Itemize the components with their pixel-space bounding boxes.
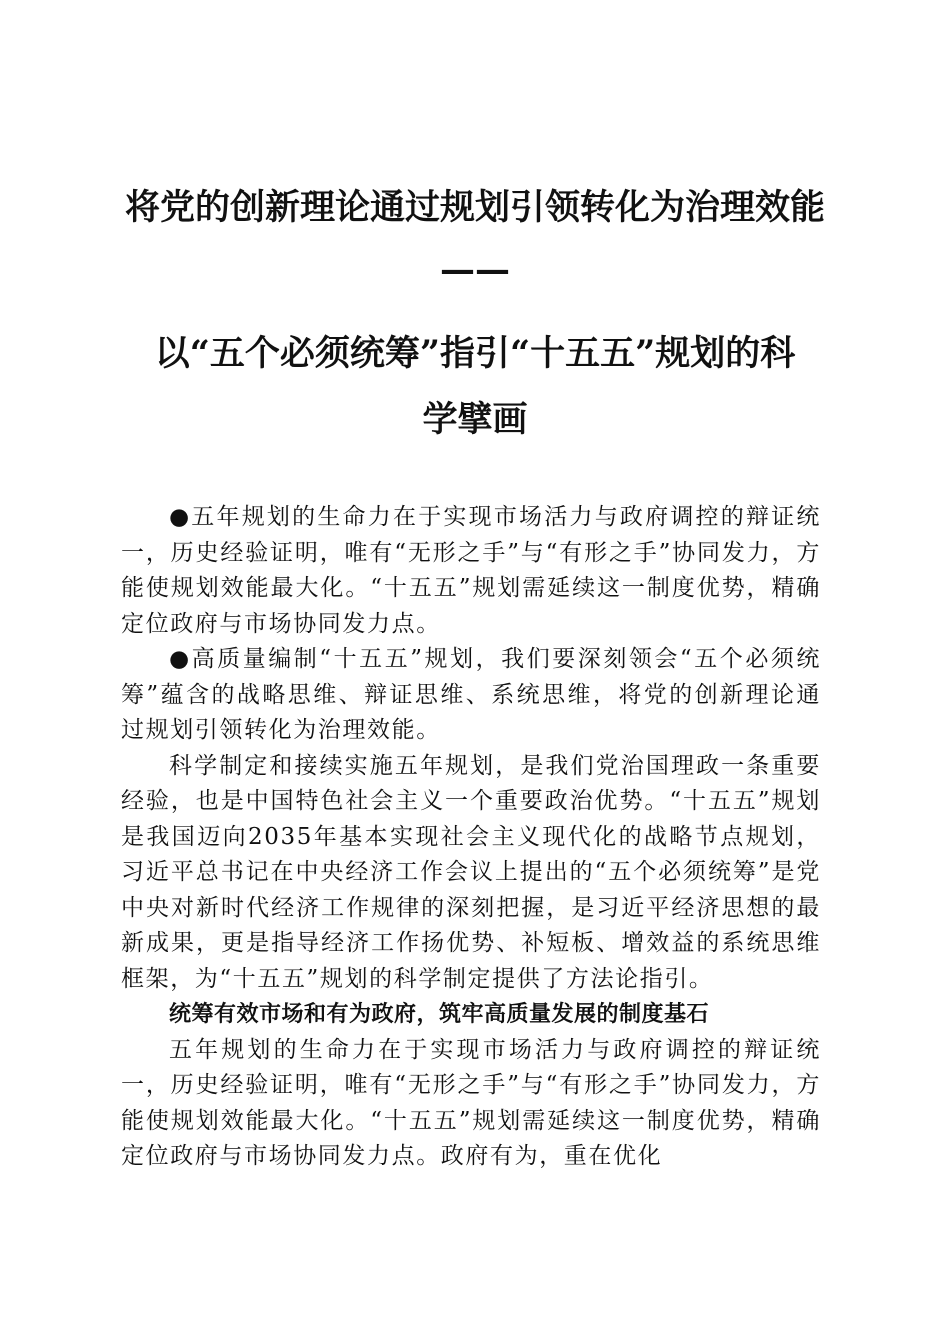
section-paragraph: 五年规划的生命力在于实现市场活力与政府调控的辩证统一，历史经验证明，唯有“无形之手”与“有形之手”协同发力，方能使规划效能最大化。“十五五”规划需延续这一制度优势，精确定位政府与市场协同发力点。政府有为，重在优化 — [121, 1036, 821, 1169]
intro-paragraph: 科学制定和接续实施五年规划，是我们党治国理政一条重要经验，也是中国特色社会主义一个重要政治优势。“十五五”规划是我国迈向2035年基本实现社会主义现代化的战略节点规划，习近平总书记在中央经济工作会议上提出的“五个必须统筹”是党中央对新时代经济工作规律的深刻把握，是习近平经济思想的最新成果，更是指导经济工作扬优势、补短板、增效益的系统思维框架，为“十五五”规划的科学制定提供了方法论指引。 — [121, 752, 821, 992]
document-body — [121, 500, 821, 1175]
summary-paragraph-2: ●高质量编制“十五五”规划，我们要深刻领会“五个必须统筹”蕴含的战略思维、辩证思维、系统思维，将党的创新理论通过规划引领转化为治理效能。 — [121, 646, 821, 743]
document-title — [100, 188, 850, 456]
title-line-1: 将党的创新理论通过规划引领转化为治理效能 — [124, 187, 825, 228]
summary-paragraph-1: ●五年规划的生命力在于实现市场活力与政府调控的辩证统一，历史经验证明，唯有“无形之手”与“有形之手”协同发力，方能使规划效能最大化。“十五五”规划需延续这一制度优势，精确定位政府与市场协同发力点。 — [121, 504, 821, 637]
title-line-2: 以“五个必须统筹”指引“十五五”规划的科 — [154, 333, 796, 374]
title-dash: —— — [440, 249, 510, 290]
title-line-3: 学擘画 — [422, 399, 528, 440]
section-heading: 统筹有效市场和有为政府，筑牢高质量发展的制度基石 — [169, 1002, 710, 1027]
